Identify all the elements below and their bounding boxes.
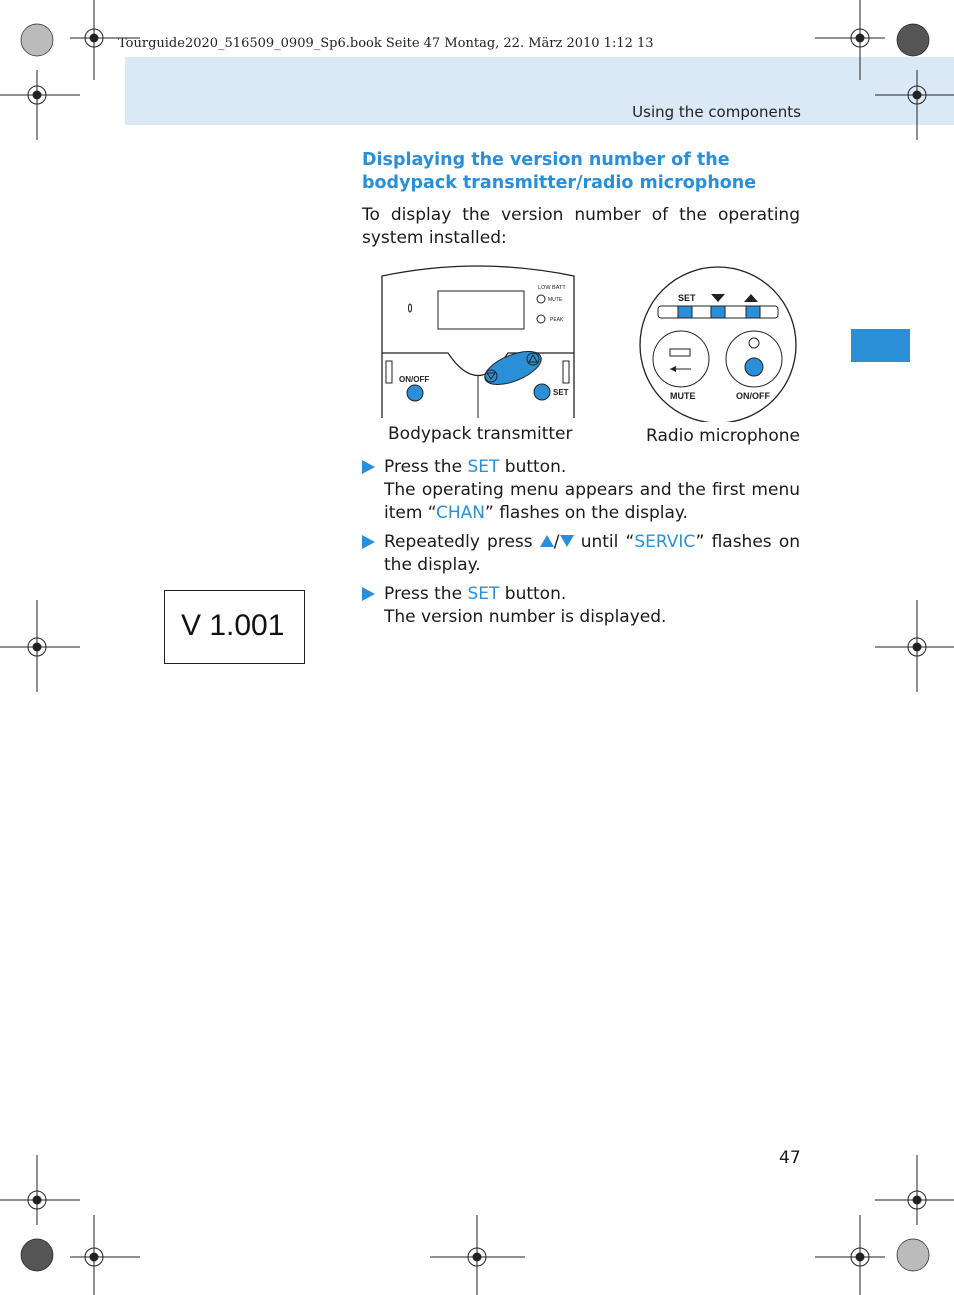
step-1 [362, 456, 800, 525]
mute-led-label: MUTE [548, 297, 563, 303]
step-3-detail: The version number is displayed. [384, 607, 667, 627]
crop-mark-bottom-left-1 [0, 1155, 80, 1225]
page-number: 47 [779, 1148, 801, 1168]
crop-mark-top-right-1 [815, 0, 885, 80]
display-version-box [164, 590, 305, 664]
crop-mark-bottom-left-2 [70, 1215, 140, 1295]
section-heading: Displaying the version number of the bodypack transmitter/radio microphone [362, 150, 757, 193]
intro-paragraph: To display the version number of the operating system installed: [362, 205, 800, 248]
mic-set-label: SET [678, 293, 696, 303]
crop-mark-bottom-right-1 [875, 1155, 954, 1225]
step-2-mid: until “ [573, 532, 635, 552]
bodypack-transmitter-illustration [378, 258, 578, 420]
step-2-sep: / [553, 532, 560, 552]
step-1-detail-post: ” flashes on the display. [485, 503, 688, 523]
step-arrow-icon [362, 535, 375, 549]
on-off-label: ON/OFF [399, 375, 430, 384]
low-batt-label: LOW BATT [538, 285, 566, 291]
step-arrow-icon [362, 460, 375, 474]
up-arrow-icon [540, 535, 554, 547]
step-3-pre: Press the [384, 584, 468, 604]
down-arrow-icon [560, 535, 574, 547]
crop-mark-top-right-2 [875, 70, 954, 140]
radio-microphone-illustration [636, 266, 800, 422]
step-2-post: ” flashes on the display. [384, 532, 800, 575]
step-3-key: SET [467, 584, 500, 604]
step-3 [362, 583, 800, 629]
set-label: SET [553, 388, 569, 397]
running-head: Using the components [632, 103, 801, 121]
microphone-caption: Radio microphone [646, 426, 801, 446]
step-1-key: SET [467, 457, 500, 477]
step-2 [362, 531, 800, 577]
peak-led-label: PEAK [550, 317, 564, 323]
bodypack-caption: Bodypack transmitter [388, 424, 573, 444]
mic-on-off-label: ON/OFF [736, 391, 770, 401]
step-1-post: button. [499, 457, 567, 477]
step-arrow-icon [362, 587, 375, 601]
crop-mark-bottom-right-2 [815, 1215, 885, 1295]
mic-mute-label: MUTE [670, 391, 696, 401]
step-3-post: button. [499, 584, 567, 604]
crop-mark-bottom-center [430, 1215, 525, 1295]
step-1-pre: Press the [384, 457, 468, 477]
display-version-text: V 1.001 [181, 609, 285, 642]
crop-mark-mid-left [0, 600, 80, 692]
crop-mark-top-left-2 [0, 70, 80, 140]
step-1-detail-pre: The operating menu appears and the first menu item “ [384, 480, 800, 523]
step-1-detail-key: CHAN [436, 503, 486, 523]
step-2-pre: Repeatedly press [384, 532, 540, 552]
step-2-key: SERVIC [634, 532, 696, 552]
print-slug: Tourguide2020_516509_0909_Sp6.book Seite 47 Montag, 22. März 2010 1:12 13 [118, 36, 654, 51]
crop-mark-mid-right [875, 600, 954, 692]
